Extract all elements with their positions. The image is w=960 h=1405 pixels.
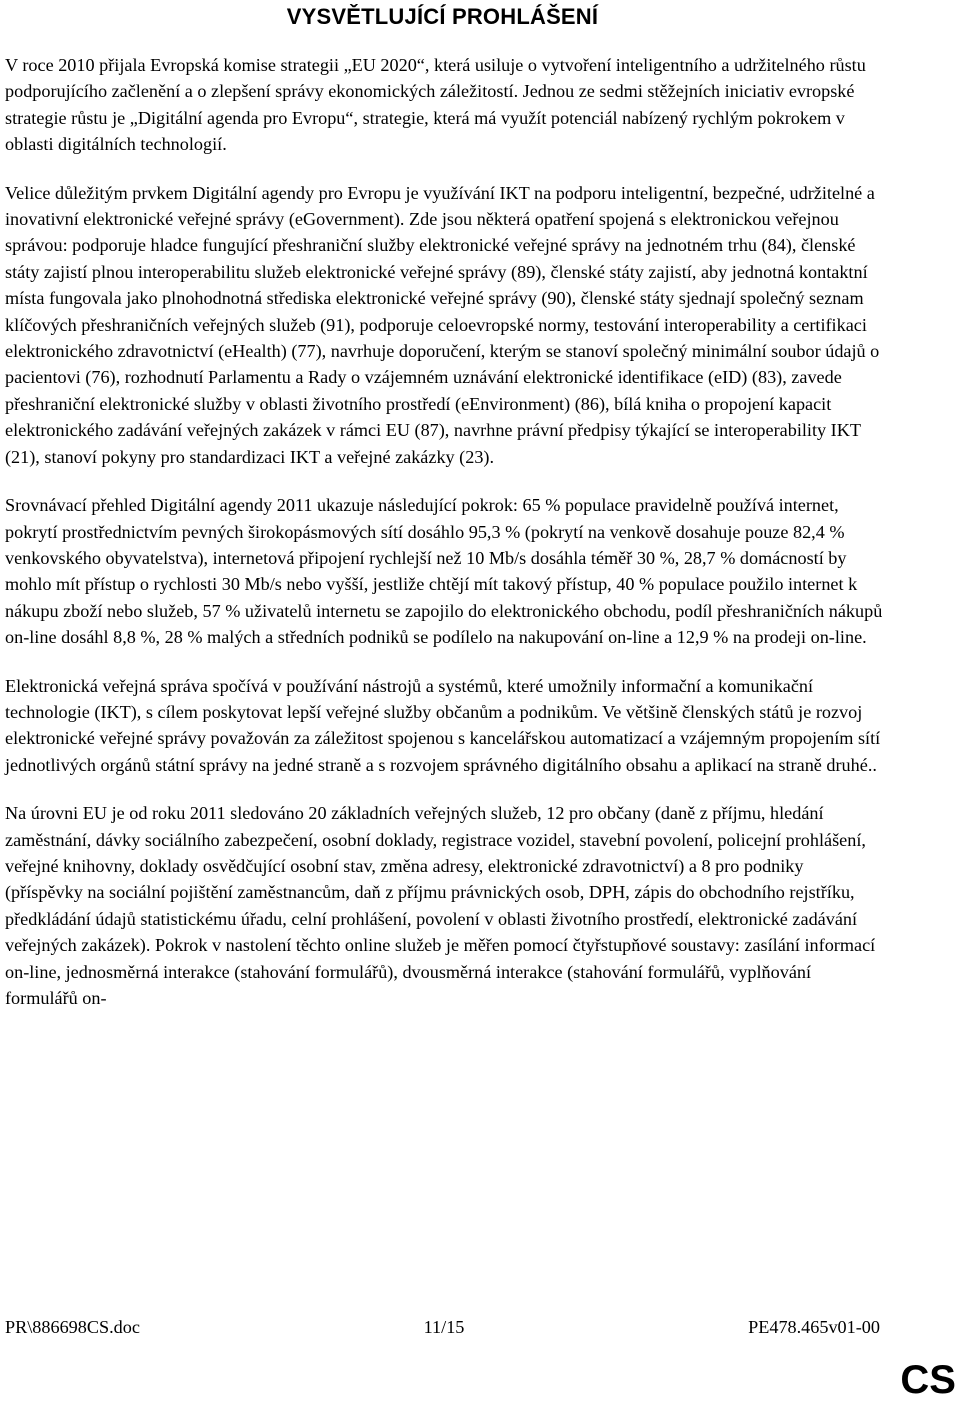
footer-doc-ref: PR\886698CS.doc	[5, 1317, 140, 1337]
footer-doc-code: PE478.465v01-00	[748, 1317, 880, 1337]
paragraph-intro: V roce 2010 přijala Evropská komise strategii „EU 2020“, která usiluje o vytvoření inteligentního a udržitelného růstu podporujícího začlenění a o zlepšení správy ekonomických záležitostí. Jednou ze sedmi stěžejních iniciativ evropské strategie růstu je „Digitální agenda pro Evropu“, strategie, která má využít potenciál nabízený rychlým pokrokem v oblasti digitálních technologií.	[5, 55, 866, 155]
paragraph-scoreboard: Srovnávací přehled Digitální agendy 2011 ukazuje následující pokrok: 65 % populace pravidelně používá internet, pokrytí prostřednictvím pevných širokopásmových sítí dosáhlo 95,3 % (pokrytí na venkově dosahuje pouze 82,4 % venkovského obyvatelstva), internetová připojení rychlejší než 10 Mb/s dosáhla téměř 30 %, 28,7 % domácností by mohlo mít přístup o rychlosti 30 Mb/s nebo vyšší, jestliže chtějí mít takový přístup, 40 % populace použilo internet k nákupu zboží nebo služeb, 57 % uživatelů internetu se zapojilo do elektronického obchodu, podíl přeshraničních nákupů on-line dosáhl 8,8 %, 28 % malých a středních podniků se podílelo na nakupování on-line a 12,9 % na prodeji on-line.	[5, 495, 883, 648]
page-footer	[5, 1314, 880, 1340]
language-badge: CS	[900, 1358, 956, 1402]
paragraph-public-services: Na úrovni EU je od roku 2011 sledováno 20 základních veřejných služeb, 12 pro občany (daně z příjmu, hledání zaměstnání, dávky sociálního zabezpečení, osobní doklady, registrace vozidel, stavební povolení, policejní prohlášení, veřejné knihovny, doklady osvědčující osobní stav, změna adresy, elektronické zdravotnictví) a 8 pro podniky (příspěvky na sociální pojištění zaměstnancům, daň z příjmu právnických osob, DPH, zápis do obchodního rejstříku, předkládání údajů statistickému úřadu, celní prohlášení, povolení v oblasti životního prostředí, elektronické zadávání veřejných zakázek). Pokrok v nastolení těchto online služeb je měřen pomocí čtyřstupňové soustavy: zasílání informací on-line, jednosměrná interakce (stahování formulářů), dvousměrná interakce (stahování formulářů, vyplňování formulářů on-	[5, 803, 876, 1008]
document-body	[5, 52, 885, 1033]
footer-page-number: 11/15	[423, 1317, 465, 1337]
paragraph-egovernment-definition: Elektronická veřejná správa spočívá v používání nástrojů a systémů, které umožnily informační a komunikační technologie (IKT), s cílem poskytovat lepší veřejné služby občanům a podnikům. Ve většině členských států je rozvoj elektronické veřejné správy považován za záležitost spojenou s kancelářskou automatizací a vzájemným propojením sítí jednotlivých orgánů státní správy na jedné straně a s rozvojem správného digitálního obsahu a aplikací na straně druhé..	[5, 675, 881, 775]
paragraph-egovernment-measures: Velice důležitým prvkem Digitální agendy pro Evropu je využívání IKT na podporu inteligentní, bezpečné, udržitelné a inovativní elektronické veřejné správy (eGovernment). Zde jsou některá opatření spojená s elektronickou veřejnou správou: podporuje hladce fungující přeshraniční služby elektronické veřejné správy na jednotném trhu (84), členské státy zajistí plnou interoperabilitu služeb elektronické veřejné správy (89), členské státy zajistí, aby jednotná kontaktní místa fungovala jako plnohodnotná střediska elektronické veřejné správy (90), členské státy sjednají společný seznam klíčových přeshraničních veřejných služeb (91), podporuje celoevropské normy, testování interoperability a certifikaci elektronického zdravotnictví (eHealth) (77), navrhuje doporučení, kterým se stanoví společný minimální soubor údajů o pacientovi (76), rozhodnutí Parlamentu a Rady o vzájemném uznávání elektronické identifikace (eID) (83), zavede přeshraniční elektronické služby v oblasti životního prostředí (eEnvironment) (86), bílá kniha o propojení kapacit elektronického zadávání veřejných zakázek v rámci EU (87), navrhne právní předpisy týkající se interoperability IKT (21), stanoví pokyny pro standardizaci IKT a veřejné zakázky (23).	[5, 182, 880, 467]
page-title: VYSVĚTLUJÍCÍ PROHLÁŠENÍ	[286, 4, 599, 29]
